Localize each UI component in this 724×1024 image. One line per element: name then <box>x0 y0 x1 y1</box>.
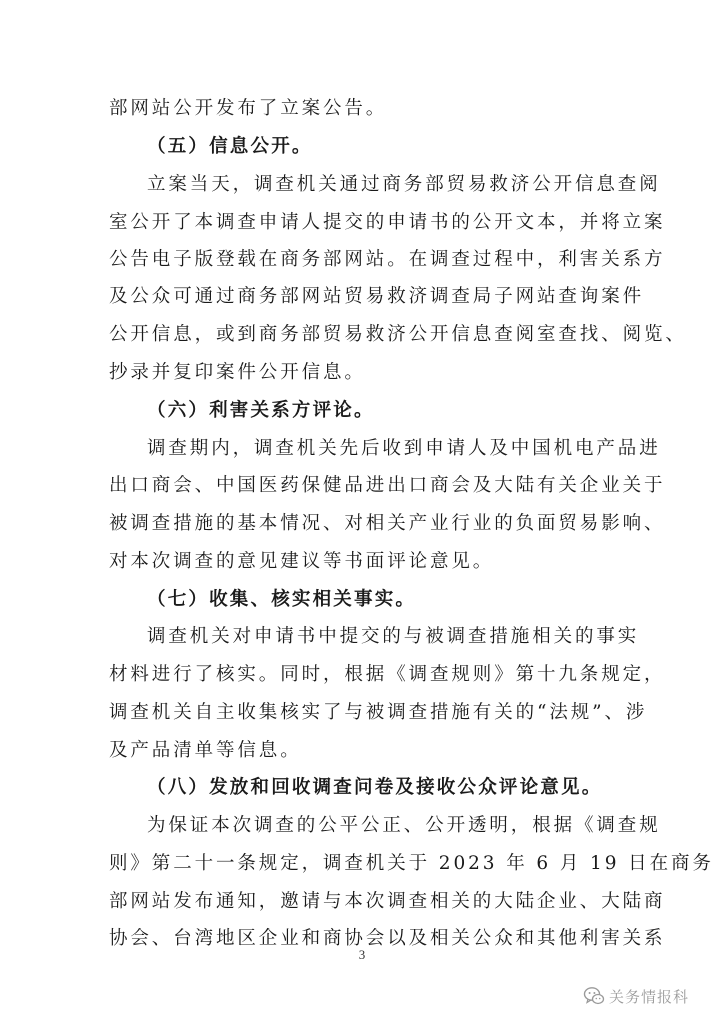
paragraph-line: 调查期内，调查机关先后收到申请人及中国机电产品进 <box>147 438 661 459</box>
paragraph-line: 公告电子版登载在商务部网站。在调查过程中，利害关系方 <box>109 249 666 270</box>
paragraph-line: 为保证本次调查的公平公正、公开透明，根据《调查规 <box>147 815 661 836</box>
paragraph-line: 协会、台湾地区企业和商协会以及相关公众和其他利害关系 <box>109 928 666 949</box>
paragraph-line: 部网站公开发布了立案公告。 <box>109 98 388 119</box>
paragraph-line: 公开信息，或到商务部贸易救济公开信息查阅室查找、阅览、 <box>109 324 687 345</box>
paragraph-line: 材料进行了核实。同时，根据《调查规则》第十九条规定， <box>109 664 666 685</box>
paragraph-line: 抄录并复印案件公开信息。 <box>109 362 366 383</box>
section-heading-7: （七）收集、核实相关事实。 <box>147 589 417 610</box>
section-heading-6: （六）利害关系方评论。 <box>147 400 375 421</box>
paragraph-line: 部网站发布通知，邀请与本次调查相关的大陆企业、大陆商 <box>109 891 666 912</box>
watermark <box>583 981 689 1011</box>
section-heading-8: （八）发放和回收调查问卷及接收公众评论意见。 <box>147 777 603 798</box>
page-number: 3 <box>358 947 366 962</box>
paragraph-line: 立案当天，调查机关通过商务部贸易救济公开信息查阅 <box>147 174 661 195</box>
paragraph-line: 及公众可通过商务部网站贸易救济调查局子网站查询案件 <box>109 286 645 307</box>
paragraph-line: 出口商会、中国医药保健品进出口商会及大陆有关企业关于 <box>109 475 666 496</box>
watermark-text: 关务情报科 <box>609 987 690 1006</box>
wechat-icon <box>583 985 605 1007</box>
paragraph-line: 调查机关对申请书中提交的与被调查措施相关的事实 <box>147 626 640 647</box>
paragraph-line: 被调查措施的基本情况、对相关产业行业的负面贸易影响、 <box>109 513 666 534</box>
paragraph-line: 调查机关自主收集核实了与被调查措施有关的“法规”、涉 <box>109 702 648 723</box>
section-heading-5: （五）信息公开。 <box>147 136 313 157</box>
paragraph-line: 对本次调查的意见建议等书面评论意见。 <box>109 551 495 572</box>
paragraph-line: 则》第二十一条规定，调查机关于 2023 年 6 月 19 日在商务 <box>109 853 714 874</box>
paragraph-line: 室公开了本调查申请人提交的申请书的公开文本，并将立案 <box>109 212 666 233</box>
paragraph-line: 及产品清单等信息。 <box>109 740 302 761</box>
